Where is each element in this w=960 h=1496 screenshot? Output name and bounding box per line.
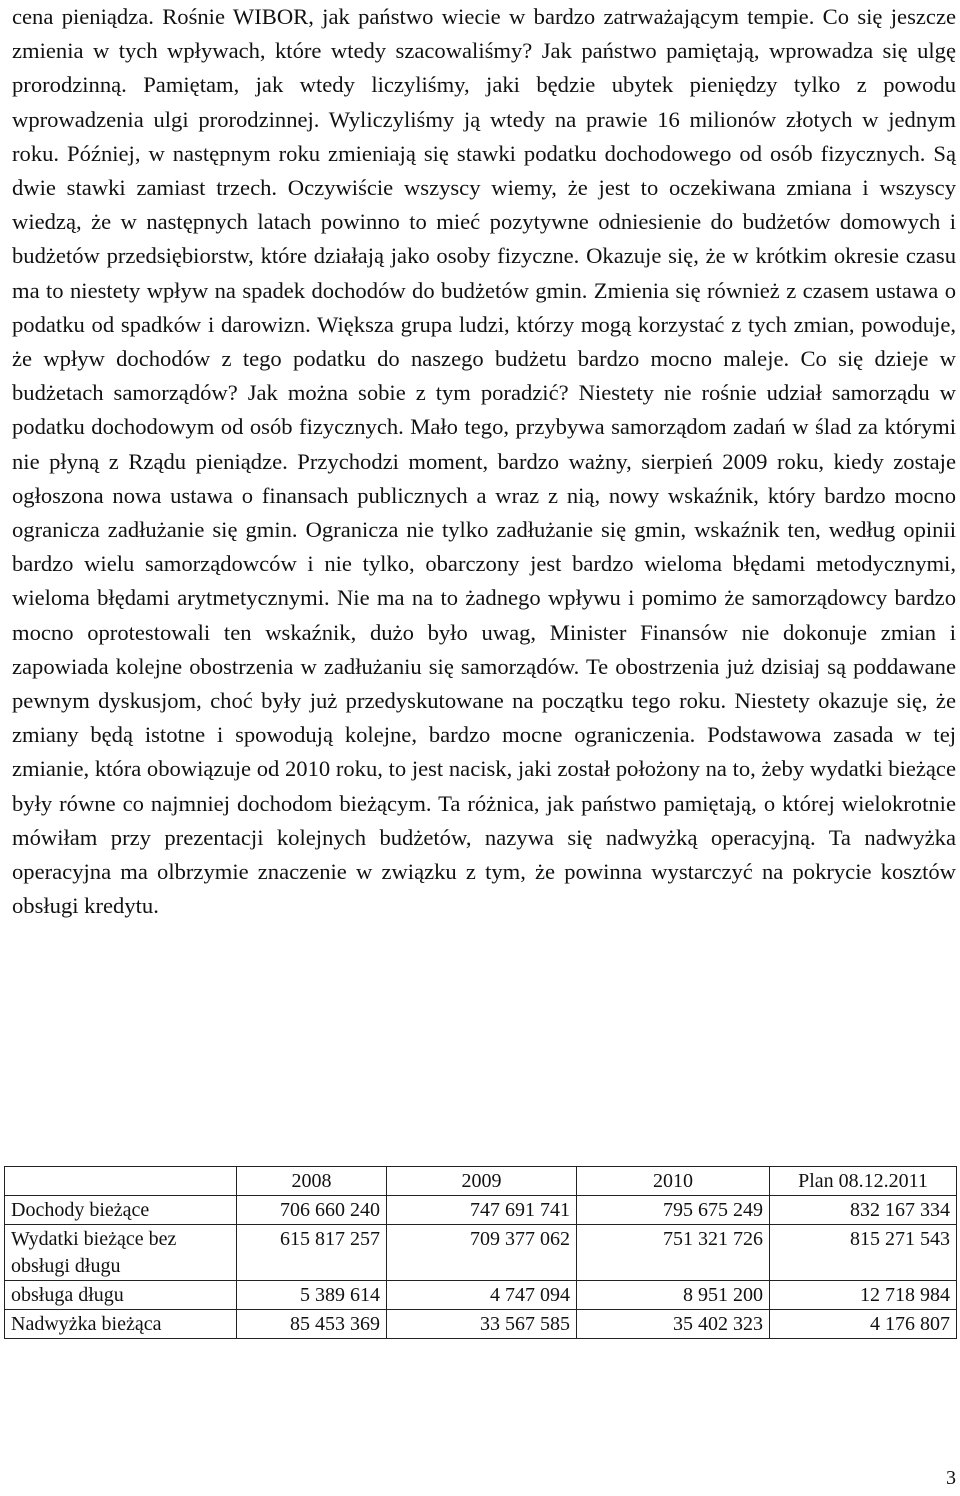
table-cell: 709 377 062 — [387, 1225, 577, 1281]
table-cell: 747 691 741 — [387, 1196, 577, 1225]
table-cell: 815 271 543 — [770, 1225, 957, 1281]
table-cell: 615 817 257 — [237, 1225, 387, 1281]
table-header-cell: 2010 — [577, 1167, 770, 1196]
row-label: Nadwyżka bieżąca — [5, 1310, 237, 1339]
table-cell: 8 951 200 — [577, 1281, 770, 1310]
table-header-row — [5, 1167, 957, 1196]
table-cell: 706 660 240 — [237, 1196, 387, 1225]
table-row — [5, 1310, 957, 1339]
table-cell: 33 567 585 — [387, 1310, 577, 1339]
table-row — [5, 1225, 957, 1281]
body-paragraph: cena pieniądza. Rośnie WIBOR, jak państwo wiecie w bardzo zatrważającym tempie. Co się jeszcze zmienia w tych wpływach, które wtedy szacowaliśmy? Jak państwo pamiętają, wprowadza się ulgę prorodzinną. Pamiętam, jak wtedy liczyliśmy, jaki będzie ubytek pieniędzy tylko z powodu wprowadzenia ulgi prorodzinnej. Wyliczyliśmy ją wtedy na prawie 16 milionów złotych w jednym roku. Później, w następnym roku zmieniają się stawki podatku dochodowego od osób fizycznych. Są dwie stawki zamiast trzech. Oczywiście wszyscy wiemy, że jest to oczekiwana zmiana i wszyscy wiedzą, że w następnych latach powinno to mieć pozytywne odniesienie do budżetów domowych i budżetów przedsiębiorstw, które działają jako osoby fizyczne. Okazuje się, że w krótkim okresie czasu ma to niestety wpływ na spadek dochodów do budżetów gmin. Zmienia się również z czasem ustawa o podatku od spadków i darowizn. Większa grupa ludzi, którzy mogą korzystać z tych zmian, powoduje, że wpływ dochodów z tego podatku do naszego budżetu bardzo mocno maleje. Co się dzieje w budżetach samorządów? Jak można sobie z tym poradzić? Niestety nie rośnie udział samorządu w podatku dochodowym od osób fizycznych. Mało tego, przybywa samorządom zadań w ślad za którymi nie płyną z Rządu pieniądze. Przychodzi moment, bardzo ważny, sierpień 2009 roku, kiedy zostaje ogłoszona nowa ustawa o finansach publicznych a wraz z nią, nowy wskaźnik, który bardzo mocno ogranicza zadłużanie się gmin. Ogranicza nie tylko zadłużanie się gmin, wskaźnik ten, według opinii bardzo wielu samorządowców i nie tylko, obarczony jest bardzo wieloma błędami metodycznymi, wieloma błędami arytmetycznymi. Nie ma na to żadnego wpływu i pomimo że samorządowcy bardzo mocno oprotestowali ten wskaźnik, dużo było uwag, Minister Finansów nie dokonuje zmian i zapowiada kolejne obostrzenia w zadłużaniu się samorządów. Te obostrzenia już dzisiaj są poddawane pewnym dyskusjom, choć były już przedyskutowane na początku tego roku. Niestety okazuje się, że zmiany będą istotne i spowodują kolejne, bardzo mocne ograniczenia. Podstawowa zasada w tej zmianie, która obowiązuje od 2010 roku, to jest nacisk, jaki został położony na to, żeby wydatki bieżące były równe co najmniej dochodom bieżącym. Ta różnica, jak państwo pamiętają, o której wielokrotnie mówiłam przy prezentacji kolejnych budżetów, nazywa się nadwyżką operacyjną. Ta nadwyżka operacyjna ma olbrzymie znaczenie w związku z tym, że powinna wystarczyć na pokrycie kosztów obsługi kredytu. — [12, 4, 956, 919]
table-cell: 35 402 323 — [577, 1310, 770, 1339]
row-label: Dochody bieżące — [5, 1196, 237, 1225]
table-cell: 795 675 249 — [577, 1196, 770, 1225]
page-number: 3 — [946, 1467, 956, 1489]
table-header-cell: Plan 08.12.2011 — [770, 1167, 957, 1196]
body-text — [12, 0, 956, 923]
table-row — [5, 1196, 957, 1225]
table-header-cell: 2008 — [237, 1167, 387, 1196]
table-cell: 12 718 984 — [770, 1281, 957, 1310]
table-cell: 4 747 094 — [387, 1281, 577, 1310]
table-cell: 751 321 726 — [577, 1225, 770, 1281]
budget-table — [4, 1166, 957, 1339]
table-row — [5, 1281, 957, 1310]
table-header-cell — [5, 1167, 237, 1196]
table-cell: 4 176 807 — [770, 1310, 957, 1339]
table-cell: 85 453 369 — [237, 1310, 387, 1339]
row-label: Wydatki bieżące bez obsługi długu — [5, 1225, 237, 1281]
table-cell: 5 389 614 — [237, 1281, 387, 1310]
table-cell: 832 167 334 — [770, 1196, 957, 1225]
table-header-cell: 2009 — [387, 1167, 577, 1196]
row-label: obsługa długu — [5, 1281, 237, 1310]
